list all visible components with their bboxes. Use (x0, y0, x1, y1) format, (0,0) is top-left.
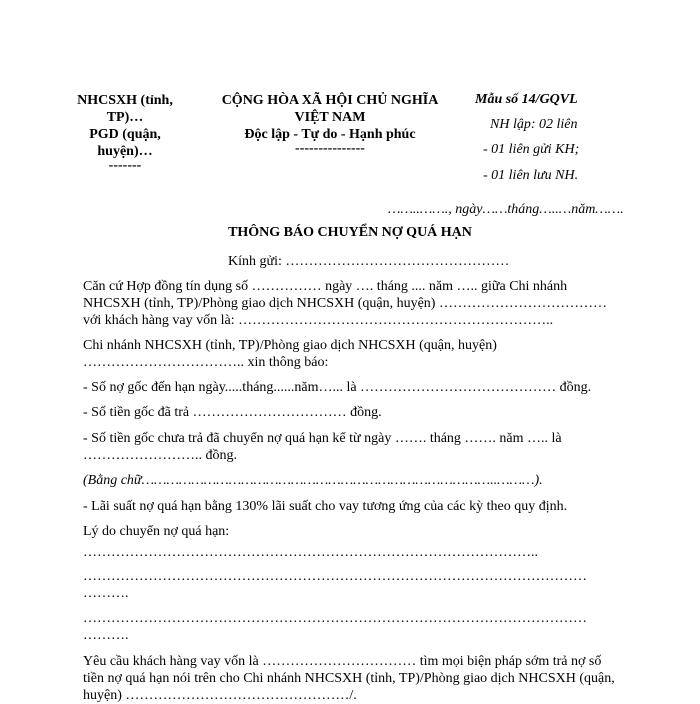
basis-line-3: với khách hàng vay vốn là: ………………………………………………………….. (83, 313, 554, 328)
request-line-1: Yêu cầu khách hàng vay vốn là …………………………… tìm mọi biện pháp sớm trả nợ số (83, 654, 602, 669)
reason-line-2-tail: ………. (83, 586, 129, 601)
reason-line-2: ……………………………………………………………………………………………… (83, 569, 587, 584)
motto: Độc lập - Tự do - Hạnh phúc (244, 127, 416, 142)
org-divider: ------- (108, 158, 142, 173)
copy-customer: - 01 liên gửi KH; (483, 142, 580, 157)
org-line-4: huyện)… (97, 144, 153, 159)
org-line-1: NHCSXH (tỉnh, (77, 93, 173, 108)
overdue-line-1: - Số tiền gốc chưa trả đã chuyển nợ quá hạn kể từ ngày ……. tháng ……. năm ….. là (83, 431, 562, 446)
basis-line-2: NHCSXH (tỉnh, TP)/Phòng giao dịch NHCSXH (quận, huyện) ……………………………… (83, 296, 607, 311)
org-block (70, 92, 180, 172)
overdue-interest: - Lãi suất nợ quá hạn bằng 130% lãi suất cho vay tương ứng của các kỳ theo quy định. (83, 499, 568, 514)
form-number: Mẫu số 14/GQVL (475, 92, 578, 107)
copies-count: NH lập: 02 liên (490, 117, 578, 132)
principal-due: - Số nợ gốc đến hạn ngày.....tháng......năm…... là …………………………………… đồng. (83, 380, 592, 395)
addressee: Kính gửi: ………………………………………… (228, 254, 510, 269)
reason-line-3-tail: ………. (83, 628, 129, 643)
overdue-line-2: …………………….. đồng. (83, 448, 237, 463)
reason-line-3: ……………………………………………………………………………………………… (83, 611, 587, 626)
document-title: THÔNG BÁO CHUYỂN NỢ QUÁ HẠN (228, 225, 472, 240)
copy-bank: - 01 liên lưu NH. (483, 168, 579, 183)
notice-line-1: Chi nhánh NHCSXH (tỉnh, TP)/Phòng giao dịch NHCSXH (quận, huyện) (83, 338, 497, 353)
principal-paid: - Số tiền gốc đã trả …………………………… đồng. (83, 405, 382, 420)
request-line-3: huyện) …………………………………………/. (83, 688, 357, 703)
date-line: ……..……., ngày……tháng…..…năm……. (388, 202, 624, 217)
national-header (205, 92, 455, 155)
reason-line-1: …………………………………………………………………………………….. (83, 545, 538, 560)
country-name: CỘNG HÒA XÃ HỘI CHỦ NGHĨA (221, 93, 439, 108)
basis-line-1: Căn cứ Hợp đồng tín dụng số …………… ngày …. tháng .... năm ….. giữa Chi nhánh (83, 279, 568, 294)
motto-divider: --------------- (295, 141, 365, 156)
request-line-2: tiền nợ quá hạn nói trên cho Chi nhánh NHCSXH (tỉnh, TP)/Phòng giao dịch NHCSXH (quận, (83, 671, 615, 686)
amount-in-words: (Bằng chữ…………………………………………………………………………..………). (83, 473, 543, 488)
reason-label: Lý do chuyển nợ quá hạn: (83, 524, 230, 539)
notice-line-2: …………………………….. xin thông báo: (83, 355, 329, 370)
org-line-2: TP)… (106, 110, 144, 125)
country-name-2: VIỆT NAM (294, 110, 366, 125)
org-line-3: PGD (quận, (89, 127, 161, 142)
